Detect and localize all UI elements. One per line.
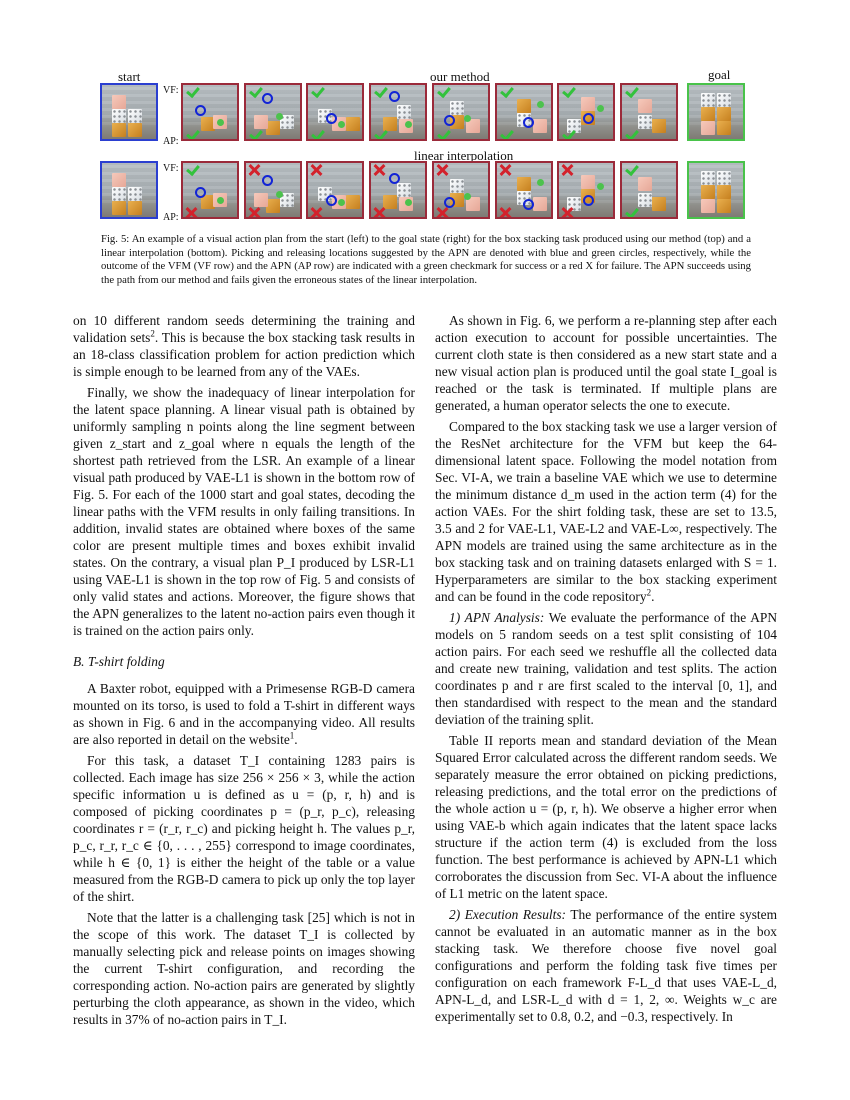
method-step-1 — [181, 83, 239, 141]
vf-cross-icon — [373, 164, 385, 176]
box-orange — [112, 201, 126, 215]
ap-cross-icon — [248, 207, 260, 219]
release-location-marker — [405, 199, 412, 206]
box-pink — [581, 175, 595, 189]
left-paragraph-4: For this task, a dataset T_I containing 1283 pairs is collected. Each image has size 256 × 256 × 3, while the action specific information u is defined as u = (p, r, h) and is composed of picking coordinates p = (p_r, p_c), releasing coordinates r = (r_r, r_c) and picking height h. The values p_r, p_c, r_r, r_c ∈ {0, . . . , 255} correspond to image coordinates, while h ∈ {0, 1} is either the height of the table or a value measured from the RGB-D camera to pick up only the top layer of the shirt. — [73, 753, 415, 904]
box-white — [638, 115, 652, 129]
ap-check-icon — [248, 129, 260, 141]
section-heading-tshirt: B. T-shirt folding — [73, 654, 165, 669]
box-pink — [533, 119, 547, 133]
label-linear-interpolation: linear interpolation — [414, 148, 514, 163]
release-location-marker — [597, 105, 604, 112]
box-orange — [701, 107, 715, 121]
pick-location-marker — [262, 175, 273, 186]
box-pink — [254, 193, 268, 207]
linear-step-6 — [495, 161, 553, 219]
goal-image-bottom — [687, 161, 745, 219]
vf-cross-icon — [561, 164, 573, 176]
box-orange — [346, 117, 360, 131]
release-location-marker — [464, 193, 471, 200]
label-ap-bottom: AP: — [163, 212, 179, 223]
vf-check-icon — [373, 86, 385, 98]
box-white — [701, 93, 715, 107]
right-column — [435, 312, 777, 1029]
release-location-marker — [537, 101, 544, 108]
box-orange — [266, 199, 280, 213]
vf-check-icon — [436, 86, 448, 98]
label-start: start — [118, 69, 141, 84]
box-white — [717, 93, 731, 107]
vf-check-icon — [248, 86, 260, 98]
pick-location-marker — [583, 113, 594, 124]
vf-cross-icon — [436, 164, 448, 176]
box-orange — [383, 195, 397, 209]
release-location-marker — [338, 199, 345, 206]
label-ap-top: AP: — [163, 136, 179, 147]
box-white — [717, 171, 731, 185]
release-location-marker — [597, 183, 604, 190]
release-location-marker — [537, 179, 544, 186]
pick-location-marker — [444, 115, 455, 126]
pick-location-marker — [583, 195, 594, 206]
label-vf-bottom: VF: — [163, 163, 179, 174]
ap-cross-icon — [499, 207, 511, 219]
release-location-marker — [405, 121, 412, 128]
ap-cross-icon — [185, 207, 197, 219]
right-paragraph-5: 2) Execution Results: The performance of the entire system cannot be evaluated in an automatic manner as in the box stacking task. We therefore choose five novel goal configurations and perform the folding task five times per configuration on each framework F-L_d that uses VAE-L_d, APN-L_d, and LSR-L_d with d = 1, 2, ∞. Weights w_c are experimentally set to 0.8, 0.2, and −0.3, respectively. In — [435, 907, 777, 1024]
pick-location-marker — [389, 173, 400, 184]
pick-location-marker — [389, 91, 400, 102]
box-pink — [112, 95, 126, 109]
goal-image-top — [687, 83, 745, 141]
box-orange — [701, 185, 715, 199]
linear-step-7 — [557, 161, 615, 219]
vf-check-icon — [499, 86, 511, 98]
vf-check-icon — [561, 86, 573, 98]
vf-check-icon — [185, 86, 197, 98]
box-pink — [701, 121, 715, 135]
box-orange — [112, 123, 126, 137]
box-orange — [717, 185, 731, 199]
pick-location-marker — [326, 195, 337, 206]
release-location-marker — [217, 197, 224, 204]
linear-step-4 — [369, 161, 427, 219]
box-white — [450, 179, 464, 193]
left-paragraph-5: Note that the latter is a challenging task [25] which is not in the scope of this work. The dataset T_I is collected by manually selecting pick and release points on images showing the current T-shirt configuration, and recording the corresponding action. No-action pairs are generated by slightly perturbing the cloth appearance, as shown in the video, which results in 37% of no-action pairs in T_I. — [73, 910, 415, 1027]
right-paragraph-2: Compared to the box stacking task we use a larger version of the ResNet architecture for the VFM but keep the 64-dimensional latent space. Following the model notation from Sec. VI-A, we train a baseline VAE which we use to determine the minimum distance d_m used in the action term (4) for the action VAEs. For the shirt folding task, these are set to 13.5, 3.5 and 2 for VAE-L1, VAE-L2 and VAE-L∞, respectively. The APN models are trained using the same architecture as in the box stacking task and on training datasets enlarged with S = 1. Hyperparameters are similar to the box stacking experiment and can be found in the code repository$^2$. — [435, 419, 777, 604]
ap-cross-icon — [373, 207, 385, 219]
box-orange — [717, 107, 731, 121]
ap-check-icon — [185, 129, 197, 141]
box-pink — [638, 99, 652, 113]
box-orange — [517, 177, 531, 191]
pick-location-marker — [262, 93, 273, 104]
right-paragraph-4: Table II reports mean and standard deviation of the Mean Squared Error calculated across the different random seeds. We separately measure the error obtained on picking predictions, releasing predictions, and the total error on the predictions of the whole action u = (p, r, h). We observe a higher error when using VAE-b which again indicates that the latent space lacks structure if the action term (4) is excluded from the loss function. The best performance is achieved by APN-L1 which corroborates the discussion from Sec. VI-A about the influence of L1 metric on the latent space. — [435, 733, 777, 901]
box-white — [397, 183, 411, 197]
linear-step-1 — [181, 161, 239, 219]
box-white — [701, 171, 715, 185]
right-paragraph-3: 1) APN Analysis: We evaluate the performance of the APN models on 5 random seeds on a test split consisting of 104 action pairs. For each seed we reshuffle all the collected data and create new training, validation and test splits. The action coordinates p and r are first scaled to the interval [0, 1], and then standardised with respect to the mean and the standard deviation of the training split. — [435, 610, 777, 727]
box-white — [112, 187, 126, 201]
box-orange — [517, 99, 531, 113]
ap-check-icon — [624, 129, 636, 141]
vf-check-icon — [310, 86, 322, 98]
left-paragraph-2: Finally, we show the inadequacy of linear interpolation for the latent space planning. A linear visual path is obtained by uniformly sampling n points along the line segment between given z_start and z_goal where n equals the length of the shortest path retrieved from the LSR. An example of a linear visual path produced by VAE-L1 is shown in the bottom row of Fig. 5. For each of the 1000 start and goal states, decoding the linear paths with the VFM results in only failing transitions. In addition, invalid states are obtained where boxes of the same color are present multiple times and boxes exhibit invalid states. On the contrary, a visual plan P_I produced by LSR-L1 using VAE-L1 is shown in the top row of Fig. 5 and consists of only valid states and actions. Moreover, the figure shows that the APN generalizes to the latent no-action pairs even though it is trained on the action pairs only. — [73, 385, 415, 638]
box-white — [112, 109, 126, 123]
method-step-4 — [369, 83, 427, 141]
left-paragraph-3: A Baxter robot, equipped with a Primesense RGB-D camera mounted on its torso, is used to fold a T-shirt in different ways as shown in Fig. 6 and in the accompanying video. All results are also reported in detail on the website$^1$. — [73, 681, 415, 747]
ap-check-icon — [624, 207, 636, 219]
box-pink — [581, 97, 595, 111]
left-paragraph-1: on 10 different random seeds determining the training and validation sets$^2$. This is because the box stacking task results in an 18-class classification problem for action prediction which is simple enough to be learned from any of the VAEs. — [73, 313, 415, 379]
method-step-6 — [495, 83, 553, 141]
pick-location-marker — [523, 199, 534, 210]
method-step-7 — [557, 83, 615, 141]
release-location-marker — [338, 121, 345, 128]
box-orange — [346, 195, 360, 209]
box-orange — [652, 119, 666, 133]
method-step-5 — [432, 83, 490, 141]
box-orange — [128, 123, 142, 137]
box-pink — [701, 199, 715, 213]
box-white — [397, 105, 411, 119]
box-white — [450, 101, 464, 115]
release-location-marker — [276, 113, 283, 120]
ap-check-icon — [373, 129, 385, 141]
vf-cross-icon — [310, 164, 322, 176]
linear-step-3 — [306, 161, 364, 219]
pick-location-marker — [326, 113, 337, 124]
start-image-top — [100, 83, 158, 141]
start-image-bottom — [100, 161, 158, 219]
method-step-8 — [620, 83, 678, 141]
box-white — [128, 109, 142, 123]
right-paragraph-1: As shown in Fig. 6, we perform a re-planning step after each action execution to account for possible uncertainties. The current cloth state is then considered as a new start state and a new visual action plan is produced until the goal state I_goal is reached or the task is terminated. If multiple plans are generated, a human operator selects the one to execute. — [435, 313, 777, 413]
pick-location-marker — [523, 117, 534, 128]
release-location-marker — [217, 119, 224, 126]
figure-caption: Fig. 5: An example of a visual action plan from the start (left) to the goal state (right) for the box stacking task produced using our method (top) and a linear interpolation (bottom). Picking and releasing locations suggested by the APN are denoted with blue and green circles, respectively, while the outcome of the VFM (VF row) and the APN (AP row) are indicated with a green checkmark for success or a red X for failure. The APN succeeds using the path from our method and fails given the erroneous states of the linear interpolation. — [101, 233, 751, 286]
linear-step-2 — [244, 161, 302, 219]
box-pink — [533, 197, 547, 211]
linear-step-5 — [432, 161, 490, 219]
box-pink — [112, 173, 126, 187]
ap-cross-icon — [310, 207, 322, 219]
vf-cross-icon — [499, 164, 511, 176]
ap-check-icon — [436, 129, 448, 141]
ap-check-icon — [310, 129, 322, 141]
release-location-marker — [464, 115, 471, 122]
vf-cross-icon — [248, 164, 260, 176]
pick-location-marker — [195, 105, 206, 116]
label-our-method: our method — [430, 69, 490, 84]
box-orange — [128, 201, 142, 215]
method-step-2 — [244, 83, 302, 141]
ap-cross-icon — [436, 207, 448, 219]
box-white — [638, 193, 652, 207]
box-orange — [717, 199, 731, 213]
pick-location-marker — [195, 187, 206, 198]
box-orange — [717, 121, 731, 135]
release-location-marker — [276, 191, 283, 198]
vf-check-icon — [624, 86, 636, 98]
box-pink — [638, 177, 652, 191]
box-orange — [652, 197, 666, 211]
vf-check-icon — [624, 164, 636, 176]
label-vf-top: VF: — [163, 85, 179, 96]
linear-step-8 — [620, 161, 678, 219]
vf-check-icon — [185, 164, 197, 176]
box-orange — [266, 121, 280, 135]
ap-check-icon — [561, 129, 573, 141]
box-white — [128, 187, 142, 201]
ap-check-icon — [499, 129, 511, 141]
ap-cross-icon — [561, 207, 573, 219]
method-step-3 — [306, 83, 364, 141]
label-goal: goal — [708, 67, 731, 82]
left-column — [73, 312, 415, 1032]
